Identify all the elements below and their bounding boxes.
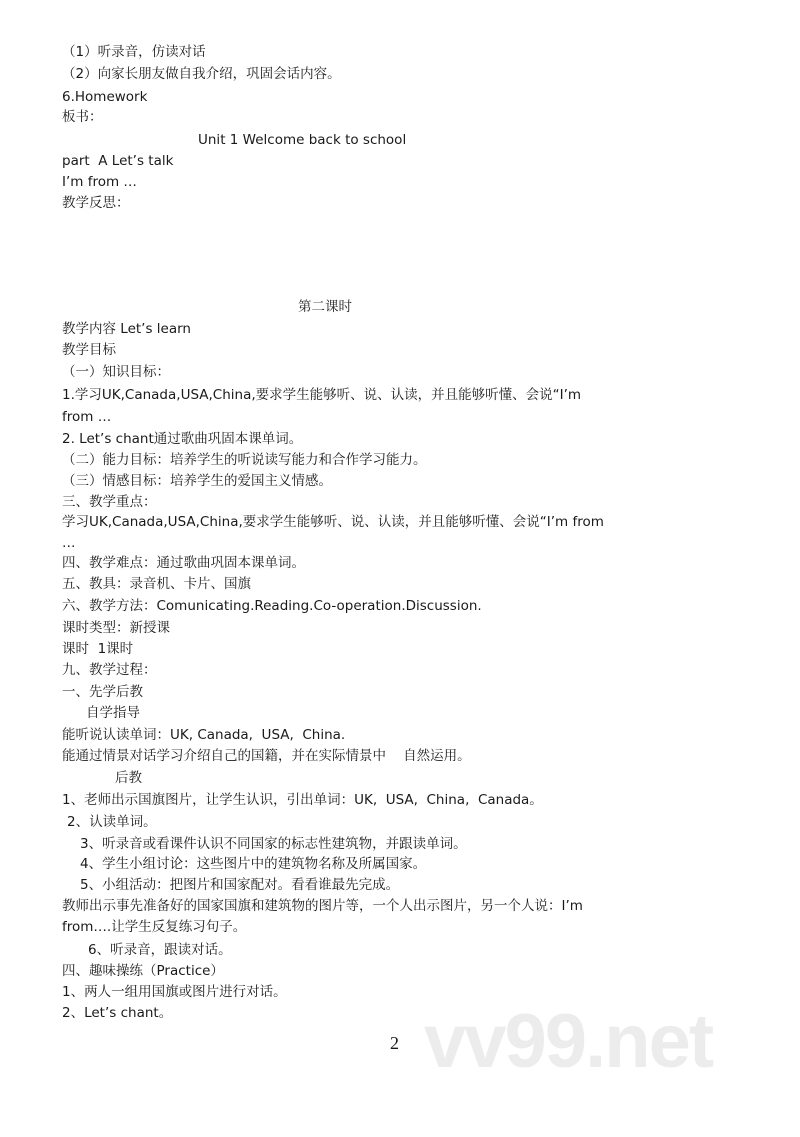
text-line: 能听说认读单词：UK, Canada, USA, China. — [62, 727, 346, 743]
text-line: 2、Let’s chant。 — [62, 1005, 173, 1021]
text-line: （2）向家长朋友做自我介绍，巩固会话内容。 — [62, 66, 341, 82]
text-line: 能通过情景对话学习介绍自己的国籍，并在实际情景中 自然运用。 — [62, 748, 471, 764]
text-line: 六、教学方法：Comunicating.Reading.Co-operation.Discussion. — [62, 598, 482, 614]
watermark: vv99.net — [424, 999, 713, 1084]
text-line: 四、趣味操练（Practice） — [62, 963, 224, 979]
text-line: 1、两人一组用国旗或图片进行对话。 — [62, 984, 287, 1000]
text-line: 4、学生小组讨论：这些图片中的建筑物名称及所属国家。 — [80, 856, 427, 872]
text-line: 板书： — [62, 109, 103, 125]
text-line: 教学内容 Let’s learn — [62, 321, 191, 337]
board-title: Unit 1 Welcome back to school — [198, 132, 407, 148]
text-line: 1.学习UK,Canada,USA,China,要求学生能够听、说、认读，并且能够听懂、会说“I’m — [62, 387, 582, 403]
text-line: part A Let’s talk — [62, 153, 174, 169]
text-line: 课时 1课时 — [62, 641, 134, 657]
text-line: （二）能力目标：培养学生的听说读写能力和合作学习能力。 — [62, 452, 427, 468]
text-line: 5、小组活动：把图片和国家配对。看看谁最先完成。 — [80, 877, 400, 893]
text-line: 后教 — [115, 770, 142, 786]
text-line: I’m from … — [62, 174, 137, 190]
text-line: 6、听录音，跟读对话。 — [88, 942, 232, 958]
text-line: 教学目标 — [62, 342, 116, 358]
text-line: from….让学生反复练习句子。 — [62, 919, 247, 935]
text-line: 1、老师出示国旗图片，让学生认识，引出单词：UK, USA, China, Canada。 — [62, 792, 543, 808]
text-line: 五、教具：录音机、卡片、国旗 — [62, 576, 251, 592]
text-line: 3、听录音或看课件认识不同国家的标志性建筑物，并跟读单词。 — [80, 836, 467, 852]
text-line: 学习UK,Canada,USA,China,要求学生能够听、说、认读，并且能够听懂、会说“I’m from — [62, 514, 604, 530]
text-line: 三、教学重点： — [62, 494, 157, 510]
text-line: from … — [62, 409, 112, 425]
text-line: … — [62, 535, 76, 551]
text-line: （1）听录音，仿读对话 — [62, 44, 206, 60]
page-number: 2 — [390, 1033, 399, 1053]
text-line: 2. Let’s chant通过歌曲巩固本课单词。 — [62, 431, 303, 447]
text-line: 教师出示事先准备好的国家国旗和建筑物的图片等，一个人出示图片，另一个人说：I’m — [62, 898, 583, 914]
text-line: 自学指导 — [86, 705, 140, 721]
text-line: 教学反思： — [62, 195, 130, 211]
text-line: 6.Homework — [62, 89, 148, 105]
text-line: （一）知识目标： — [62, 364, 170, 380]
text-line: 四、教学难点：通过歌曲巩固本课单词。 — [62, 555, 305, 571]
text-line: 九、教学过程： — [62, 662, 157, 678]
text-line: （三）情感目标：培养学生的爱国主义情感。 — [62, 473, 332, 489]
section-title: 第二课时 — [298, 299, 352, 315]
text-line: 课时类型：新授课 — [62, 620, 170, 636]
text-line: 2、认读单词。 — [67, 814, 157, 830]
text-line: 一、先学后教 — [62, 684, 143, 700]
